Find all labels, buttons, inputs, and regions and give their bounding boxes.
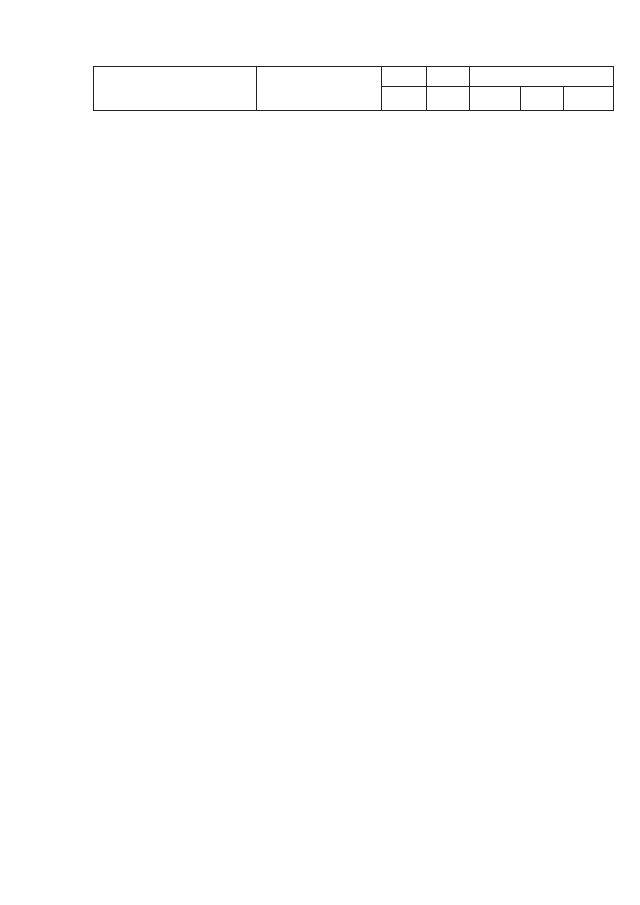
forecast-table (93, 66, 614, 111)
col-header-year (470, 87, 521, 111)
col-header-forecast (470, 67, 614, 87)
col-header-report (382, 67, 427, 87)
col-header-indicator (94, 67, 257, 111)
col-header-year (427, 87, 470, 111)
col-header-unit (257, 67, 382, 111)
col-header-year (564, 87, 614, 111)
col-header-year (382, 87, 427, 111)
col-header-estimate (427, 67, 470, 87)
table-header (94, 67, 614, 111)
col-header-year (521, 87, 564, 111)
